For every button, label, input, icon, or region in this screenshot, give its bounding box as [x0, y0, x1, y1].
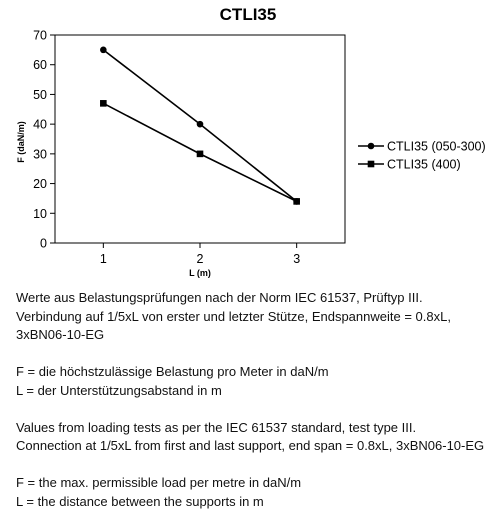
note-en-l-definition: L = the distance between the supports in m — [16, 493, 496, 511]
chart-title: CTLI35 — [220, 5, 277, 24]
note-de-line-1: Werte aus Belastungsprüfungen nach der Norm IEC 61537, Prüftyp III. — [16, 289, 496, 308]
chart-legend — [358, 140, 486, 172]
legend-label-2: CTLI35 (400) — [387, 158, 461, 172]
data-point-series-1 — [197, 121, 204, 128]
y-tick-label: 60 — [33, 58, 47, 72]
y-tick-label: 50 — [33, 88, 47, 102]
note-de-line-3: 3xBN06-10-EG — [16, 326, 496, 345]
y-tick-label: 10 — [33, 207, 47, 221]
y-tick-label: 70 — [33, 29, 47, 43]
x-tick-label: 2 — [197, 252, 204, 266]
y-tick-label: 20 — [33, 177, 47, 191]
y-axis-label: F (daN/m) — [16, 121, 26, 163]
notes-section — [16, 289, 496, 511]
x-tick-label: 1 — [100, 252, 107, 266]
data-point-series-2 — [293, 198, 300, 205]
note-de-f-definition: F = die höchstzulässige Belastung pro Meter in daN/m — [16, 363, 496, 382]
plot-frame — [55, 35, 345, 243]
note-de-line-2: Verbindung auf 1/5xL von erster und letzter Stütze, Endspannweite = 0.8xL, — [16, 308, 496, 327]
y-tick-label: 40 — [33, 118, 47, 132]
x-tick-label: 3 — [293, 252, 300, 266]
legend-marker-1 — [368, 143, 375, 150]
data-point-series-2 — [100, 100, 107, 107]
plot-area — [33, 29, 345, 267]
y-tick-label: 30 — [33, 147, 47, 161]
note-en-line-2: Connection at 1/5xL from first and last support, end span = 0.8xL, 3xBN06-10-EG — [16, 437, 496, 456]
x-axis-label: L (m) — [189, 268, 211, 278]
data-point-series-1 — [100, 47, 107, 54]
note-en-line-1: Values from loading tests as per the IEC 61537 standard, test type III. — [16, 419, 496, 438]
legend-marker-2 — [368, 161, 375, 168]
legend-label-1: CTLI35 (050-300) — [387, 140, 486, 154]
note-de-l-definition: L = der Unterstützungsabstand in m — [16, 382, 496, 401]
y-tick-label: 0 — [40, 237, 47, 251]
data-point-series-2 — [197, 151, 204, 158]
note-en-f-definition: F = the max. permissible load per metre in daN/m — [16, 474, 496, 493]
